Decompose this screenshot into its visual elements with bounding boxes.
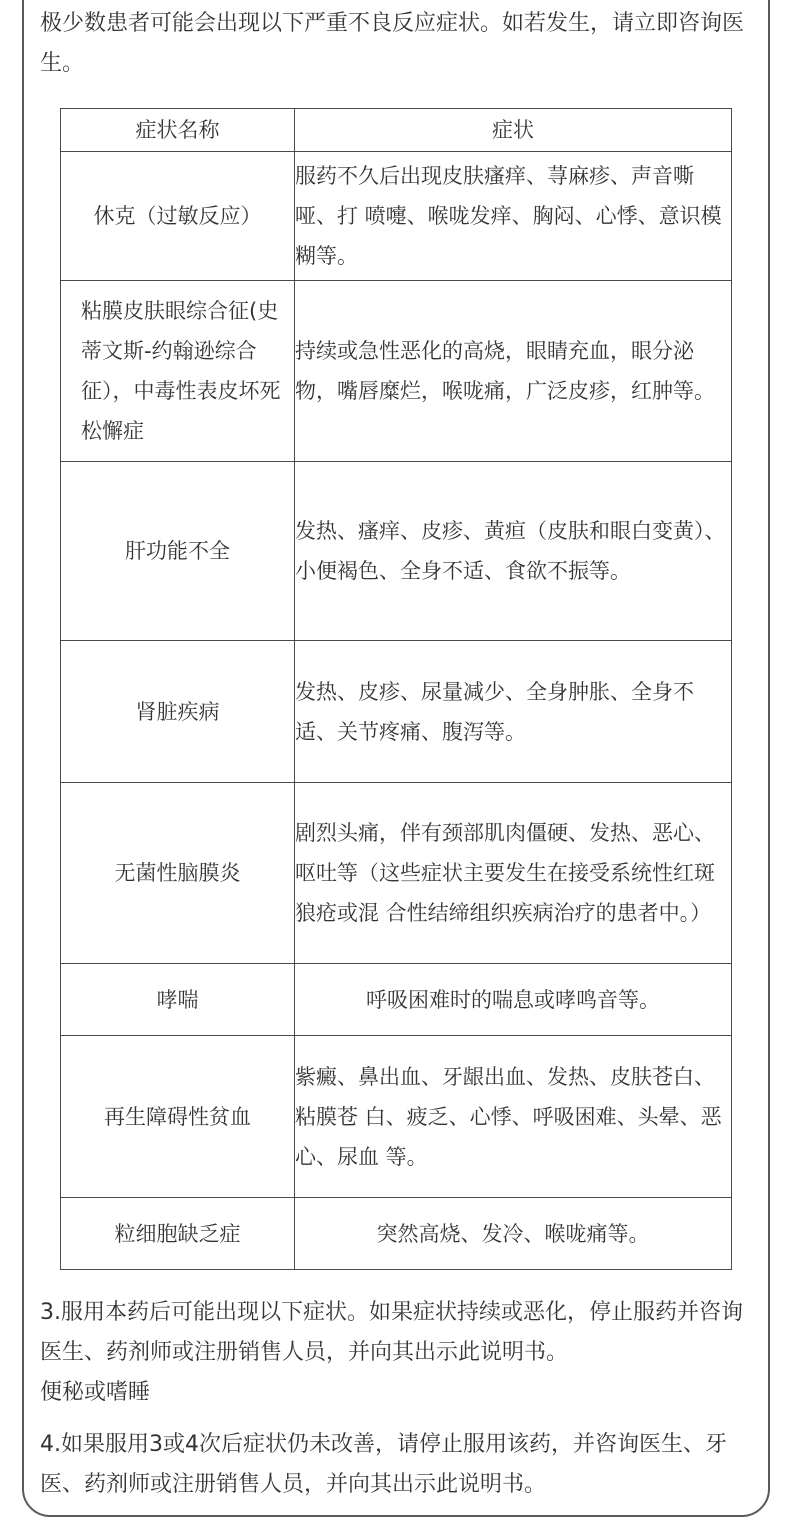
header-symptom: 症状 [295,109,732,152]
table-header-row [61,109,732,152]
symptom-name-cell: 再生障碍性贫血 [61,1036,295,1198]
symptom-name-cell: 肝功能不全 [61,462,295,641]
symptom-table [60,108,732,1270]
table-row [61,1198,732,1270]
symptom-desc-cell: 剧烈头痛，伴有颈部肌肉僵硬、发热、恶心、呕吐等（这些症状主要发生在接受系统性红斑狼疮或混 合性结缔组织疾病治疗的患者中。） [295,783,732,964]
item-3-note: 便秘或嗜睡 [40,1380,151,1405]
symptom-name-cell: 哮喘 [61,964,295,1036]
table-row [61,783,732,964]
symptom-name-cell: 肾脏疾病 [61,641,295,783]
intro-text: 极少数患者可能会出现以下严重不良反应症状。如若发生，请立即咨询医生。 [40,11,745,76]
symptom-name-cell: 粒细胞缺乏症 [61,1198,295,1270]
symptom-desc-cell: 服药不久后出现皮肤瘙痒、荨麻疹、声音嘶哑、打 喷嚏、喉咙发痒、胸闷、心悸、意识模糊等。 [295,152,732,281]
table-row [61,281,732,462]
table-row [61,641,732,783]
symptom-name-cell: 无菌性脑膜炎 [61,783,295,964]
item-4-text: 4.如果服用3或4次后症状仍未改善，请停止服用该药，并咨询医生、牙医、药剂师或注册销售人员，并向其出示此说明书。 [40,1432,727,1497]
symptom-name-cell: 粘膜皮肤眼综合征(史蒂文斯-约翰逊综合征），中毒性表皮坏死松懈症 [61,281,295,462]
symptom-desc-cell: 突然高烧、发冷、喉咙痛等。 [295,1198,732,1270]
symptom-desc-cell: 发热、瘙痒、皮疹、黄疸（皮肤和眼白变黄）、小便褐色、全身不适、食欲不振等。 [295,462,732,641]
symptom-desc-cell: 持续或急性恶化的高烧，眼睛充血，眼分泌物，嘴唇糜烂，喉咙痛，广泛皮疹，红肿等。 [295,281,732,462]
symptom-desc-cell: 呼吸困难时的喘息或哮鸣音等。 [295,964,732,1036]
table-row [61,462,732,641]
symptom-name-cell: 休克（过敏反应） [61,152,295,281]
symptom-desc-cell: 发热、皮疹、尿量减少、全身肿胀、全身不适、关节疼痛、腹泻等。 [295,641,732,783]
item-3-text: 3.服用本药后可能出现以下症状。如果症状持续或恶化，停止服药并咨询医生、药剂师或注册销售人员，并向其出示此说明书。 [40,1300,743,1365]
table-row [61,152,732,281]
table-row [61,964,732,1036]
table-row [61,1036,732,1198]
symptom-desc-cell: 紫癜、鼻出血、牙龈出血、发热、皮肤苍白、粘膜苍 白、疲乏、心悸、呼吸困难、头晕、恶心、尿血 等。 [295,1036,732,1198]
header-symptom-name: 症状名称 [61,109,295,152]
